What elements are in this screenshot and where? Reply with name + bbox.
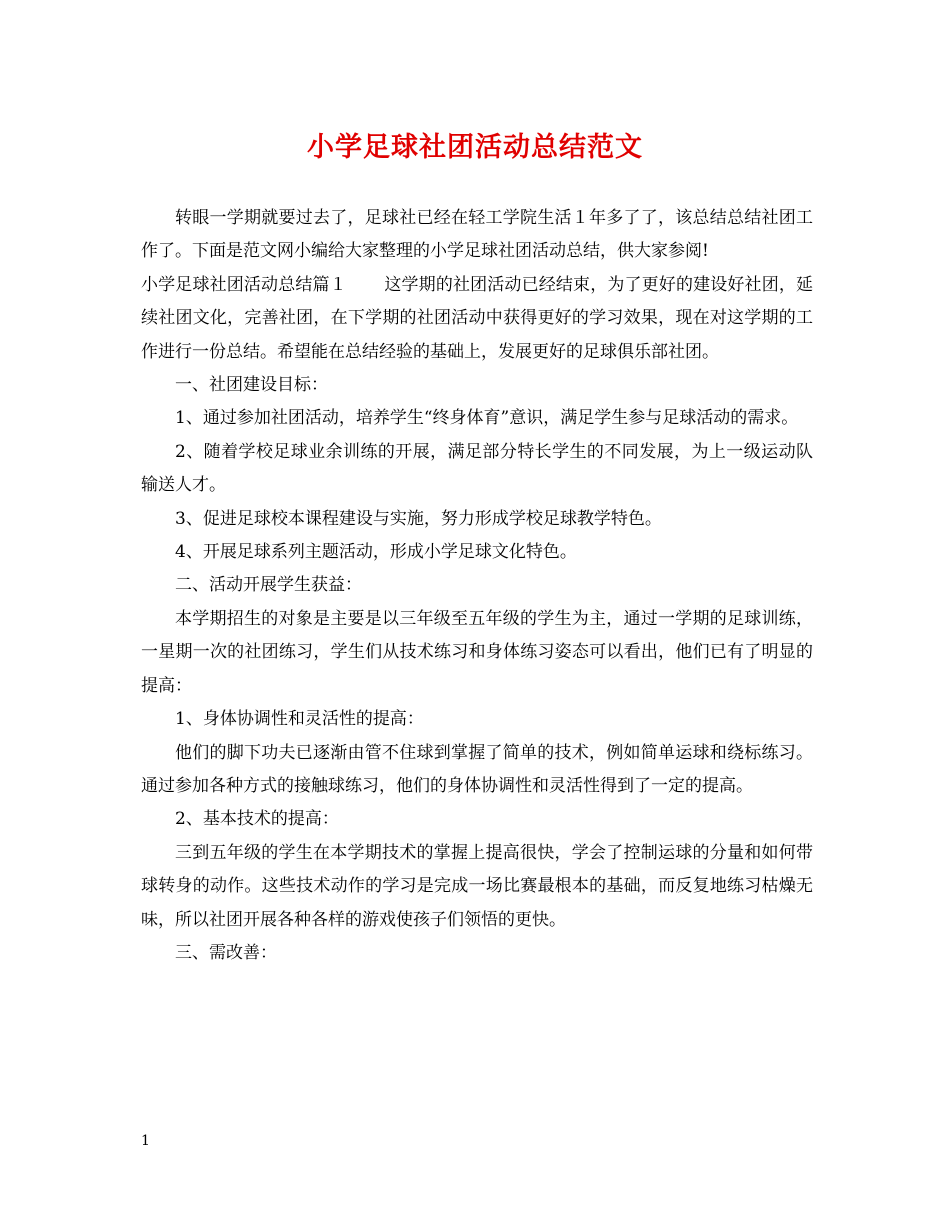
- section-heading-goals: 一、社团建设目标：: [175, 375, 328, 396]
- goal-item-2: 2、随着学校足球业余训练的开展，满足部分特长学生的不同发展，为上一级运动队输送人才。: [141, 441, 813, 496]
- goal-item-3: 3、促进足球校本课程建设与实施，努力形成学校足球教学特色。: [175, 508, 662, 529]
- page-number: 1: [141, 1133, 150, 1149]
- section-heading-improvements: 三、需改善：: [175, 942, 277, 963]
- section-heading-benefits: 二、活动开展学生获益：: [175, 575, 362, 596]
- document-title: 小学足球社团活动总结范文: [307, 132, 643, 163]
- benefit-heading-2: 2、基本技术的提高：: [175, 809, 339, 830]
- benefit-heading-1: 1、身体协调性和灵活性的提高：: [175, 709, 424, 730]
- document-body: [141, 202, 813, 970]
- benefit-paragraph-1: 他们的脚下功夫已逐渐由管不住球到掌握了简单的技术，例如简单运球和绕标练习。通过参加各种方式的接触球练习，他们的身体协调性和灵活性得到了一定的提高。: [141, 742, 813, 796]
- chapter-label: 小学足球社团活动总结篇１: [141, 274, 347, 295]
- chapter-paragraph: [141, 269, 813, 369]
- intro-paragraph: 转眼一学期就要过去了，足球社已经在轻工学院生活１年多了了，该总结总结社团工作了。下面是范文网小编给大家整理的小学足球社团活动总结，供大家参阅!: [141, 208, 813, 262]
- goal-item-4: 4、开展足球系列主题活动，形成小学足球文化特色。: [175, 542, 577, 563]
- benefit-paragraph-2: 三到五年级的学生在本学期技术的掌握上提高很快，学会了控制运球的分量和如何带球转身的动作。这些技术动作的学习是完成一场比赛最根本的基础，而反复地练习枯燥无味，所以社团开展各种各样的游戏使孩子们领悟的更快。: [141, 842, 813, 930]
- benefits-paragraph: 本学期招生的对象是主要是以三年级至五年级的学生为主，通过一学期的足球训练，一星期一次的社团练习，学生们从技术练习和身体练习姿态可以看出，他们已有了明显的提高：: [141, 608, 813, 696]
- chapter-text: 这学期的社团活动已经结束，为了更好的建设好社团，延续社团文化，完善社团，在下学期的社团活动中获得更好的学习效果，现在对这学期的工作进行一份总结。希望能在总结经验的基础上，发展更好的足球俱乐部社团。: [141, 274, 814, 362]
- goal-item-1: 1、通过参加社团活动，培养学生“终身体育”意识，满足学生参与足球活动的需求。: [175, 408, 799, 429]
